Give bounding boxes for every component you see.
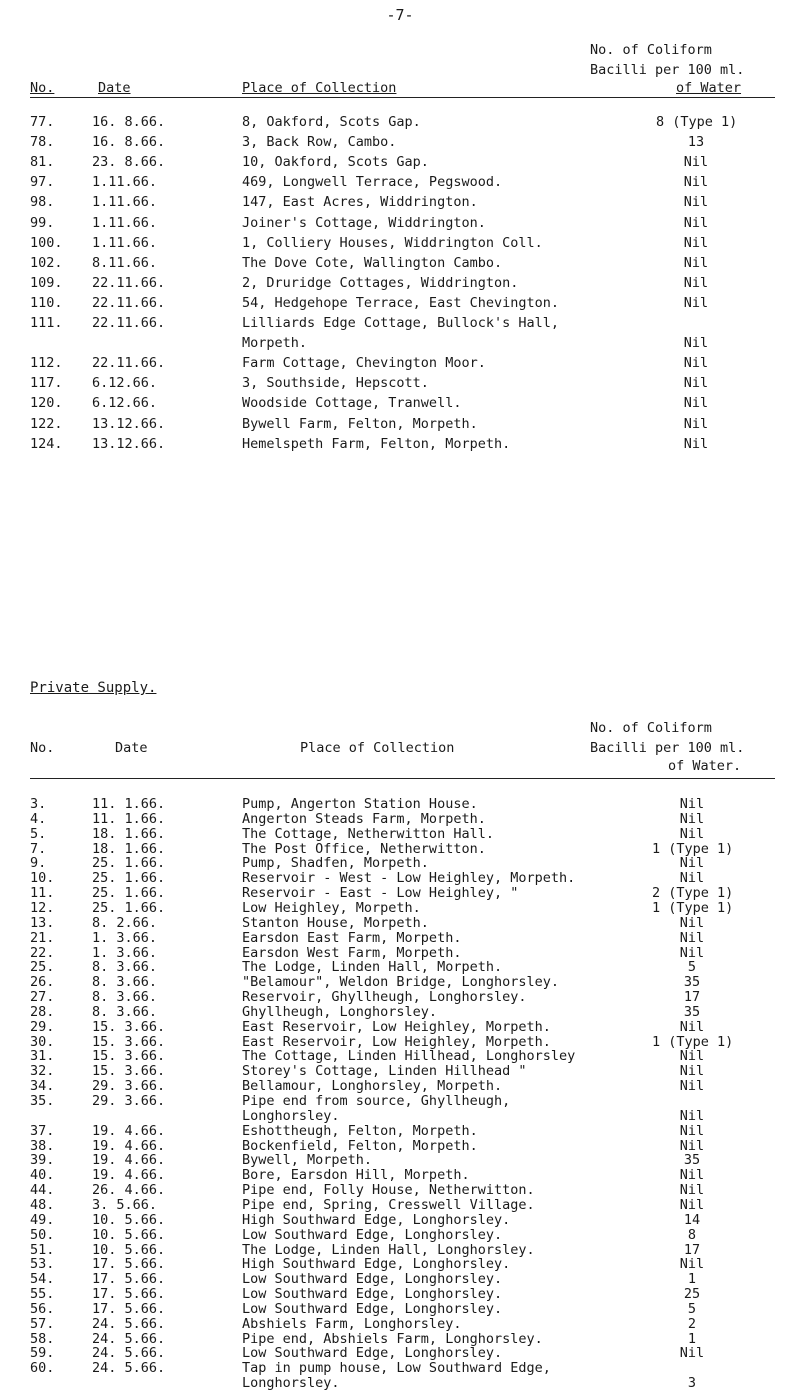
row-number: 26. [30,974,55,991]
row-count: Nil [679,1345,705,1362]
table-row [0,215,800,235]
table-row [0,295,800,315]
row-number: 120. [30,395,63,412]
row-number: 54. [30,1271,55,1288]
row-date: 6.12.66. [92,395,158,412]
row-place: 469, Longwell Terrace, Pegswood. [242,174,503,191]
row-count: 8 (Type 1) [656,114,738,130]
row-place-continued: Longhorsley. [242,1375,340,1392]
row-place: Eshottheugh, Felton, Morpeth. [242,1122,478,1139]
t2-header-rule [30,778,775,779]
row-number: 59. [30,1345,55,1362]
row-date: 1.11.66. [92,194,158,211]
row-count: Nil [683,274,709,291]
row-date: 15. 3.66. [92,1018,166,1035]
row-number: 99. [30,214,55,231]
row-date: 16. 8.66. [92,134,166,151]
table-row [0,416,800,436]
row-count: 25 [683,1286,701,1303]
row-number: 51. [30,1241,55,1258]
row-date: 17. 5.66. [92,1286,166,1303]
row-date: 25. 1.66. [92,855,166,872]
row-place: Reservoir, Ghyllheugh, Longhorsley. [242,989,527,1006]
t1-header-count-line3: of Water [676,80,742,96]
row-date: 17. 5.66. [92,1271,166,1288]
row-number: 38. [30,1137,55,1154]
row-date: 8. 3.66. [92,974,158,991]
t1-header-no: No. [30,80,55,96]
row-date: 1.11.66. [92,234,158,251]
row-place: Low Southward Edge, Longhorsley. [242,1345,503,1362]
row-count: 1 [687,1271,697,1288]
row-number: 25. [30,959,55,976]
row-count: Nil [679,1107,705,1124]
row-place: 3, Back Row, Cambo. [242,134,397,151]
row-date: 8. 3.66. [92,989,158,1006]
row-date: 18. 1.66. [92,825,166,842]
row-count: 2 (Type 1) [652,885,734,902]
row-place: "Belamour", Weldon Bridge, Longhorsley. [242,974,559,991]
row-count: 1 [687,1330,697,1347]
row-count: Nil [679,855,705,872]
row-count: Nil [679,929,705,946]
row-number: 124. [30,435,63,452]
row-place: The Dove Cote, Wallington Cambo. [242,254,503,271]
row-place: Earsdon West Farm, Morpeth. [242,944,462,961]
row-place: 3, Southside, Hepscott. [242,375,429,392]
row-place: Woodside Cottage, Tranwell. [242,395,462,412]
row-number: 21. [30,929,55,946]
row-count: Nil [679,810,705,827]
private-supply-title: Private Supply. [30,680,157,696]
row-date: 19. 4.66. [92,1152,166,1169]
row-count: Nil [683,214,709,231]
row-place: Farm Cottage, Chevington Moor. [242,355,486,372]
row-count: Nil [679,1078,705,1095]
t1-header-count-line1: No. of Coliform [590,42,712,58]
row-place: Ghyllheugh, Longhorsley. [242,1003,438,1020]
table-row [0,154,800,174]
t2-header-count-line2: Bacilli per 100 ml. [590,740,745,756]
row-count: Nil [679,1256,705,1273]
row-date: 10. 5.66. [92,1241,166,1258]
row-date: 1. 3.66. [92,944,158,961]
table-row [0,134,800,154]
row-number: 44. [30,1182,55,1199]
table-row [0,395,800,415]
table-row [0,275,800,295]
row-count: 13 [687,134,705,151]
row-date: 11. 1.66. [92,810,166,827]
row-place: Angerton Steads Farm, Morpeth. [242,810,486,827]
row-place: Pipe end, Spring, Cresswell Village. [242,1196,535,1213]
row-place: 1, Colliery Houses, Widdrington Coll. [242,234,543,251]
row-number: 49. [30,1211,55,1228]
table-row [0,375,800,395]
t2-header-date: Date [115,740,148,756]
row-count: 35 [683,1152,701,1169]
page-number: -7- [386,6,414,24]
row-number: 7. [30,840,47,857]
row-number: 3. [30,796,47,812]
table-row [0,235,800,255]
row-count: Nil [679,870,705,887]
row-place: 2, Druridge Cottages, Widdrington. [242,274,519,291]
row-place: The Lodge, Linden Hall, Longhorsley. [242,1241,535,1258]
row-number: 100. [30,234,63,251]
row-place: East Reservoir, Low Heighley, Morpeth. [242,1033,551,1050]
row-count: Nil [683,234,709,251]
row-count: 2 [687,1315,697,1332]
row-count: Nil [679,1196,705,1213]
row-place: The Cottage, Linden Hillhead, Longhorsley [242,1048,576,1065]
table-row [0,1360,800,1390]
row-place: Pump, Shadfen, Morpeth. [242,855,429,872]
row-date: 23. 8.66. [92,154,166,171]
row-count: 1 (Type 1) [652,1033,734,1050]
row-count: Nil [683,435,709,452]
row-number: 13. [30,914,55,931]
row-number: 28. [30,1003,55,1020]
row-date: 25. 1.66. [92,870,166,887]
row-count: 3 [687,1375,697,1392]
row-number: 53. [30,1256,55,1273]
row-date: 17. 5.66. [92,1256,166,1273]
row-count: Nil [679,825,705,842]
row-date: 13.12.66. [92,435,166,452]
row-number: 57. [30,1315,55,1332]
row-number: 58. [30,1330,55,1347]
row-number: 40. [30,1167,55,1184]
row-number: 56. [30,1300,55,1317]
row-place: Low Southward Edge, Longhorsley. [242,1271,503,1288]
table-row [0,174,800,194]
table-row [0,114,800,134]
row-count: 35 [683,1003,701,1020]
row-date: 15. 3.66. [92,1063,166,1080]
row-place: Tap in pump house, Low Southward Edge, [242,1360,551,1377]
row-place: Hemelspeth Farm, Felton, Morpeth. [242,435,511,452]
row-place: Low Heighley, Morpeth. [242,899,421,916]
row-count: Nil [683,254,709,271]
row-date: 8. 3.66. [92,959,158,976]
row-place: Pipe end, Abshiels Farm, Longhorsley. [242,1330,543,1347]
row-count: Nil [683,194,709,211]
row-date: 8.11.66. [92,254,158,271]
row-place: The Post Office, Netherwitton. [242,840,486,857]
row-count: Nil [679,796,705,812]
row-count: Nil [679,1048,705,1065]
row-date: 15. 3.66. [92,1048,166,1065]
row-number: 110. [30,294,63,311]
row-number: 27. [30,989,55,1006]
row-date: 17. 5.66. [92,1300,166,1317]
row-number: 37. [30,1122,55,1139]
row-place: Reservoir - East - Low Heighley, " [242,885,519,902]
row-number: 97. [30,174,55,191]
row-place: Storey's Cottage, Linden Hillhead " [242,1063,527,1080]
row-date: 8. 3.66. [92,1003,158,1020]
row-date: 1.11.66. [92,214,158,231]
row-place: 8, Oakford, Scots Gap. [242,114,421,130]
row-date: 19. 4.66. [92,1122,166,1139]
row-number: 31. [30,1048,55,1065]
row-place: Bockenfield, Felton, Morpeth. [242,1137,478,1154]
row-number: 10. [30,870,55,887]
row-count: 1 (Type 1) [652,899,734,916]
row-place: Pipe end, Folly House, Netherwitton. [242,1182,535,1199]
t1-header-count-line2: Bacilli per 100 ml. [590,62,745,78]
row-place: Pump, Angerton Station House. [242,796,478,812]
row-count: Nil [683,154,709,171]
table-row [0,315,800,355]
row-number: 111. [30,315,63,331]
row-number: 109. [30,274,63,291]
row-place-continued: Longhorsley. [242,1107,340,1124]
row-date: 10. 5.66. [92,1226,166,1243]
t2-header-no: No. [30,740,55,756]
row-date: 10. 5.66. [92,1211,166,1228]
row-count: Nil [679,1122,705,1139]
row-date: 24. 5.66. [92,1360,166,1377]
row-place: Earsdon East Farm, Morpeth. [242,929,462,946]
row-place: Stanton House, Morpeth. [242,914,429,931]
row-date: 22.11.66. [92,315,166,331]
row-number: 81. [30,154,55,171]
row-date: 19. 4.66. [92,1167,166,1184]
row-number: 34. [30,1078,55,1095]
table-row [0,255,800,275]
row-number: 32. [30,1063,55,1080]
row-count: Nil [679,1137,705,1154]
row-place: Low Southward Edge, Longhorsley. [242,1226,503,1243]
row-count: Nil [679,1018,705,1035]
row-count: Nil [683,294,709,311]
row-place: East Reservoir, Low Heighley, Morpeth. [242,1018,551,1035]
row-place: Bywell Farm, Felton, Morpeth. [242,415,478,432]
t2-header-place: Place of Collection [300,740,455,756]
row-number: 9. [30,855,47,872]
row-place: 147, East Acres, Widdrington. [242,194,478,211]
row-number: 4. [30,810,47,827]
row-number: 39. [30,1152,55,1169]
row-count: Nil [683,335,709,352]
row-place: 10, Oakford, Scots Gap. [242,154,429,171]
row-date: 18. 1.66. [92,840,166,857]
row-count: Nil [683,375,709,392]
row-number: 48. [30,1196,55,1213]
row-date: 22.11.66. [92,274,166,291]
row-count: Nil [679,914,705,931]
row-date: 1.11.66. [92,174,158,191]
row-number: 117. [30,375,63,392]
row-date: 22.11.66. [92,294,166,311]
row-count: Nil [683,355,709,372]
row-place: High Southward Edge, Longhorsley. [242,1211,511,1228]
row-count: 14 [683,1211,701,1228]
t1-header-place: Place of Collection [242,80,397,96]
row-count: Nil [679,1063,705,1080]
row-number: 60. [30,1360,55,1377]
row-place: The Lodge, Linden Hall, Morpeth. [242,959,503,976]
row-date: 16. 8.66. [92,114,166,130]
row-number: 98. [30,194,55,211]
row-number: 122. [30,415,63,432]
row-date: 3. 5.66. [92,1196,158,1213]
row-date: 25. 1.66. [92,885,166,902]
row-count: Nil [683,395,709,412]
row-number: 77. [30,114,55,130]
row-date: 24. 5.66. [92,1345,166,1362]
row-number: 102. [30,254,63,271]
row-date: 13.12.66. [92,415,166,432]
t2-header-count-line3: of Water. [668,758,742,774]
row-count: Nil [679,1182,705,1199]
row-date: 24. 5.66. [92,1330,166,1347]
row-date: 22.11.66. [92,355,166,372]
row-number: 112. [30,355,63,372]
row-place: The Cottage, Netherwitton Hall. [242,825,494,842]
row-number: 22. [30,944,55,961]
row-number: 78. [30,134,55,151]
row-date: 11. 1.66. [92,796,166,812]
row-count: 35 [683,974,701,991]
row-number: 30. [30,1033,55,1050]
table-row [0,436,800,456]
row-date: 15. 3.66. [92,1033,166,1050]
row-number: 5. [30,825,47,842]
row-date: 26. 4.66. [92,1182,166,1199]
row-date: 25. 1.66. [92,899,166,916]
row-place: Abshiels Farm, Longhorsley. [242,1315,462,1332]
table-row [0,355,800,375]
row-place: Joiner's Cottage, Widdrington. [242,214,486,231]
row-count: Nil [679,944,705,961]
row-count: 8 [687,1226,697,1243]
table-row [0,194,800,214]
row-count: Nil [683,174,709,191]
row-place: Bore, Earsdon Hill, Morpeth. [242,1167,470,1184]
row-place-continued: Morpeth. [242,335,308,352]
t2-header-count-line1: No. of Coliform [590,720,712,736]
t1-header-rule [30,97,775,98]
row-count: Nil [683,415,709,432]
table-row [0,1093,800,1123]
row-date: 19. 4.66. [92,1137,166,1154]
row-count: 5 [687,1300,697,1317]
row-number: 50. [30,1226,55,1243]
row-date: 29. 3.66. [92,1078,166,1095]
row-place: High Southward Edge, Longhorsley. [242,1256,511,1273]
row-date: 8. 2.66. [92,914,158,931]
row-place: 54, Hedgehope Terrace, East Chevington. [242,294,559,311]
row-date: 1. 3.66. [92,929,158,946]
row-number: 12. [30,899,55,916]
t1-header-date: Date [98,80,131,96]
row-number: 55. [30,1286,55,1303]
row-number: 29. [30,1018,55,1035]
row-count: 17 [683,989,701,1006]
row-place: Pipe end from source, Ghyllheugh, [242,1093,511,1109]
row-number: 35. [30,1093,55,1109]
row-place: Bellamour, Longhorsley, Morpeth. [242,1078,503,1095]
row-place: Low Southward Edge, Longhorsley. [242,1300,503,1317]
row-place: Bywell, Morpeth. [242,1152,373,1169]
row-date: 6.12.66. [92,375,158,392]
row-date: 29. 3.66. [92,1093,166,1109]
row-count: 5 [687,959,697,976]
row-number: 11. [30,885,55,902]
row-count: 17 [683,1241,701,1258]
row-place: Low Southward Edge, Longhorsley. [242,1286,503,1303]
row-place: Reservoir - West - Low Heighley, Morpeth. [242,870,576,887]
row-count: Nil [679,1167,705,1184]
row-place: Lilliards Edge Cottage, Bullock's Hall, [242,315,559,331]
row-count: 1 (Type 1) [652,840,734,857]
row-date: 24. 5.66. [92,1315,166,1332]
